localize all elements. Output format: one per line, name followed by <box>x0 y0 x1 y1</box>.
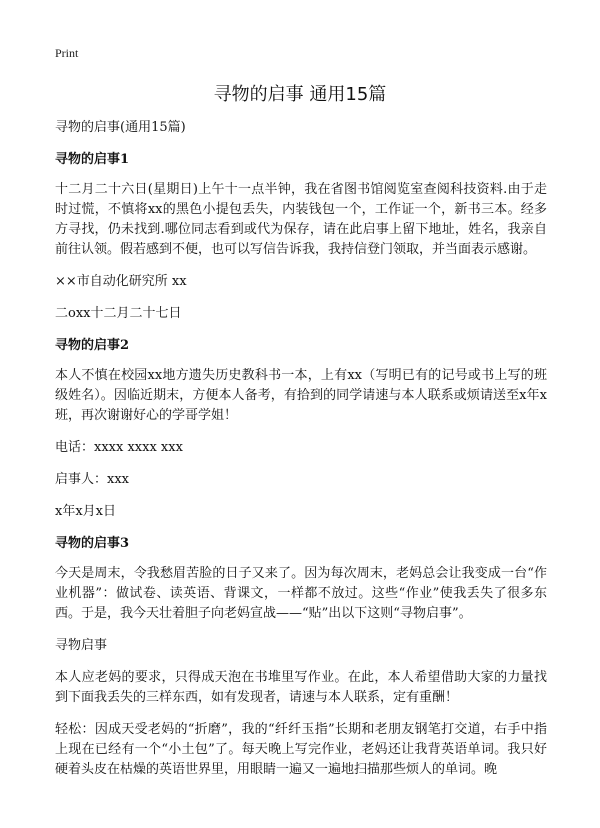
section-heading: 寻物的启事1 <box>55 152 130 167</box>
section-paragraph: 本人应老妈的要求，只得成天泡在书堆里写作业。在此，本人希望借助大家的力量找到下面我丢失的三样东西，如有发现者，请速与本人联系，定有重酬！ <box>55 670 547 705</box>
section-paragraph: 今天是周末，令我愁眉苦脸的日子又来了。因为每次周末，老妈总会让我变成一台“作业机器”：做试卷、读英语、背课文，一样都不放过。这些“作业”使我丢失了很多东西。于是，我今天壮着胆子向老妈宣战——“贴”出以下这则“寻物启事”。 <box>55 566 547 621</box>
section-paragraph: 本人不慎在校园xx地方遗失历史教科书一本，上有xx（写明已有的记号或书上写的班级姓名）。因临近期末，方便本人备考，有拾到的同学请速与本人联系或烦请送至x年x班，再次谢谢好心的学哥学姐！ <box>55 368 547 423</box>
date-line: x年x月x日 <box>55 504 116 519</box>
signature-line: ××市自动化研究所 xx <box>55 274 187 289</box>
date-line: 二oxx十二月二十七日 <box>55 306 182 321</box>
section-heading: 寻物的启事2 <box>55 338 130 353</box>
document-subtitle: 寻物的启事(通用15篇) <box>55 120 186 135</box>
notice-subtitle: 寻物启事 <box>55 638 108 653</box>
person-line: 启事人：xxx <box>55 472 129 487</box>
phone-line: 电话：xxxx xxxx xxx <box>55 440 183 455</box>
document-title: 寻物的启事 通用15篇 <box>213 84 387 105</box>
document-body <box>55 118 547 792</box>
section-heading: 寻物的启事3 <box>55 536 130 551</box>
print-label: Print <box>55 46 79 60</box>
section-paragraph: 轻松：因成天受老妈的“折磨”，我的“纤纤玉指”长期和老朋友钢笔打交道，右手中指上现在已经有一个“小土包”了。每天晚上写完作业，老妈还让我背英语单词。我只好硬着头皮在枯燥的英语世界里，用眼睛一遍又一遍地扫描那些烦人的单词。晚 <box>55 722 547 777</box>
section-paragraph: 十二月二十六日(星期日)上午十一点半钟，我在省图书馆阅览室查阅科技资料.由于走时过慌，不慎将xx的黑色小提包丢失，内装钱包一个，工作证一个，新书三本。经多方寻找，仍未找到.哪位同志看到或代为保存，请在此启事上留下地址，姓名，我亲自前往认领。假若感到不便，也可以写信告诉我，我持信登门领取，并当面表示感谢。 <box>55 182 547 257</box>
